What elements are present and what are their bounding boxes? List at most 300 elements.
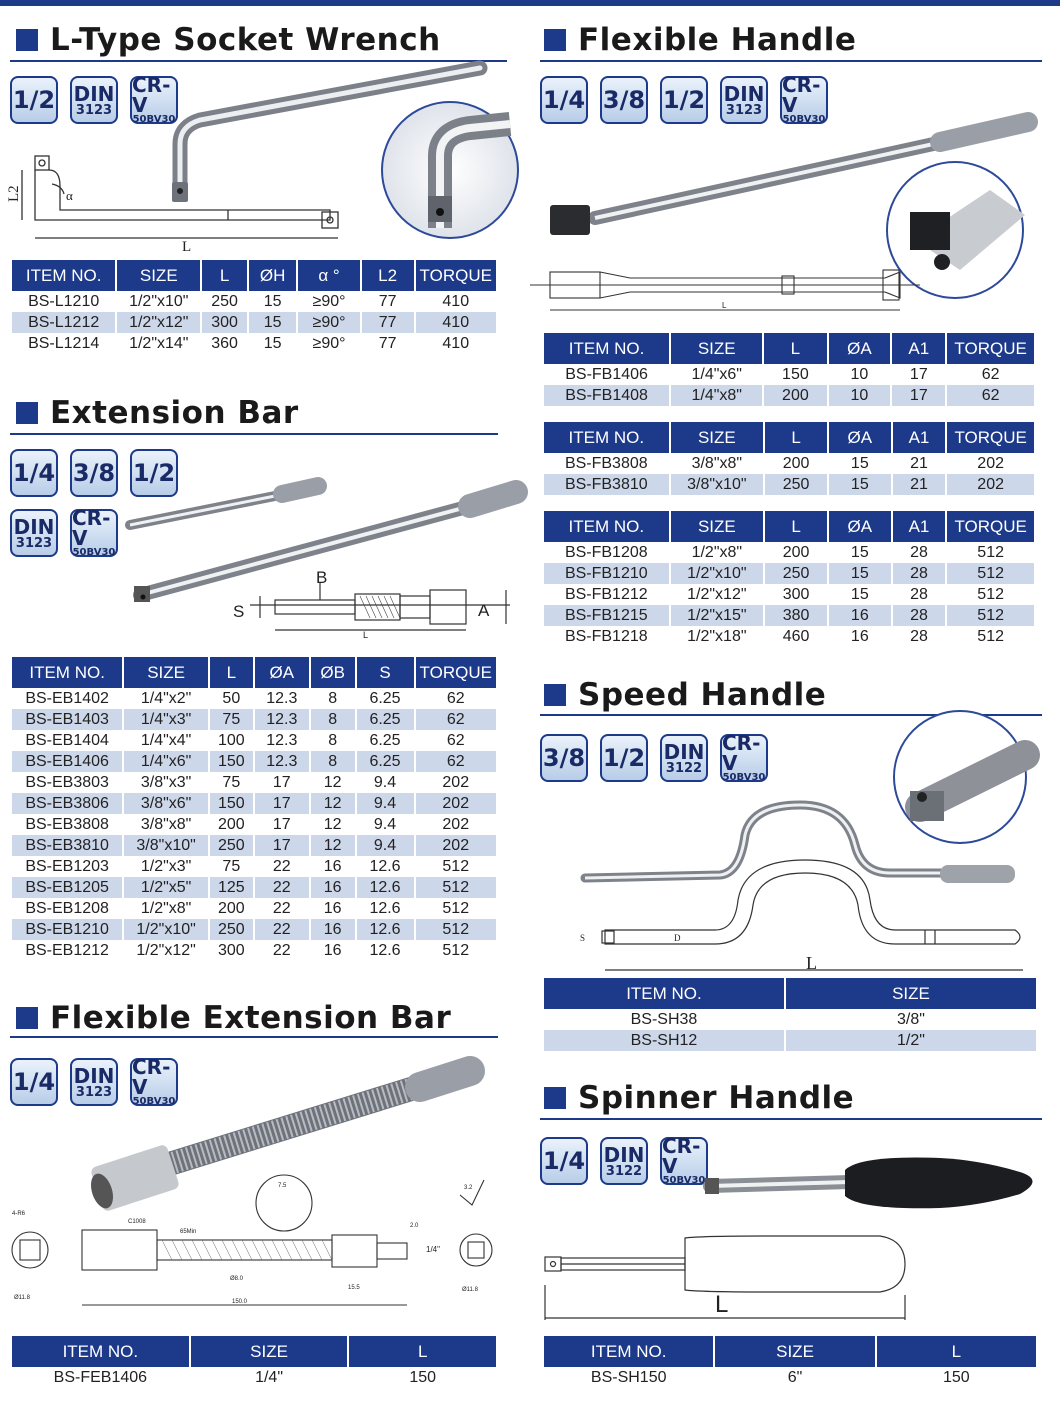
dim-label-l: L bbox=[722, 301, 727, 310]
table-cell: 77 bbox=[361, 312, 415, 333]
din-badge: DIN 3122 bbox=[660, 734, 708, 782]
din-badge: DIN 3123 bbox=[720, 76, 768, 124]
din-badge: DIN 3123 bbox=[10, 509, 58, 557]
table-cell: 200 bbox=[764, 542, 828, 563]
table-cell: BS-SH150 bbox=[544, 1367, 714, 1388]
table-row bbox=[544, 1030, 1036, 1051]
table-cell: 16 bbox=[828, 605, 892, 626]
table-cell: 75 bbox=[209, 772, 254, 793]
table-cell: BS-EB3803 bbox=[12, 772, 123, 793]
table-cell: 3/8"x6" bbox=[123, 793, 209, 814]
table-row bbox=[12, 333, 496, 354]
table-cell: 28 bbox=[892, 626, 947, 647]
table-cell: 17 bbox=[254, 814, 310, 835]
table-cell: 202 bbox=[442, 815, 470, 833]
table-row bbox=[12, 751, 496, 772]
table-cell: 12 bbox=[310, 772, 356, 793]
table-cell: BS-EB3808 bbox=[12, 814, 123, 835]
spec-table-flexible-handle-1-2 bbox=[544, 511, 1034, 647]
table-cell: BS-FEB1406 bbox=[12, 1367, 190, 1388]
flex-dim: Ø11.8 bbox=[14, 1295, 30, 1301]
dim-label-alpha: α bbox=[66, 188, 73, 203]
table-cell: BS-FB3810 bbox=[544, 474, 670, 495]
column-header: SIZE bbox=[116, 260, 201, 291]
column-header: L bbox=[763, 333, 827, 364]
column-header: S bbox=[356, 657, 415, 688]
table-cell: 512 bbox=[946, 605, 1034, 626]
table-row bbox=[12, 793, 496, 814]
table-cell: 1/4"x6" bbox=[670, 364, 763, 385]
table-row bbox=[12, 291, 496, 312]
table-cell: BS-EB1203 bbox=[12, 856, 123, 877]
column-header: ITEM NO. bbox=[544, 978, 785, 1009]
table-cell: 15 bbox=[828, 584, 892, 605]
table-cell: 300 bbox=[209, 940, 254, 961]
table-cell: 17 bbox=[254, 835, 310, 856]
table-row bbox=[12, 1367, 496, 1388]
size-badge: 3/8 bbox=[600, 76, 648, 124]
table-cell: 17 bbox=[891, 385, 946, 406]
column-header: SIZE bbox=[670, 422, 764, 453]
table-row bbox=[544, 584, 1034, 605]
table-cell: BS-EB1212 bbox=[12, 940, 123, 961]
table-cell: 22 bbox=[254, 919, 310, 940]
flex-dim: 150.0 bbox=[232, 1299, 248, 1305]
column-header: SIZE bbox=[670, 511, 764, 542]
table-cell: BS-FB3808 bbox=[544, 453, 670, 474]
table-cell: 12.3 bbox=[254, 709, 310, 730]
table-cell: 1/4"x4" bbox=[123, 730, 209, 751]
table-cell: 77 bbox=[361, 291, 415, 312]
table-cell: 62 bbox=[446, 689, 465, 707]
crv-badge: CR-V 50BV30 bbox=[720, 734, 768, 782]
section-rule bbox=[540, 1118, 1042, 1120]
table-cell: BS-FB1406 bbox=[544, 364, 670, 385]
size-badge: 1/4 bbox=[540, 1137, 588, 1185]
flex-dim: 2.0 bbox=[410, 1223, 419, 1229]
dim-label-b: B bbox=[316, 568, 328, 587]
table-cell: BS-SH12 bbox=[544, 1030, 785, 1051]
title-marker bbox=[16, 402, 38, 424]
flex-dim: 7.5 bbox=[278, 1183, 287, 1189]
size-badge: 1/2 bbox=[660, 76, 708, 124]
table-cell: 15 bbox=[828, 453, 892, 474]
section-title-l-type: L-Type Socket Wrench bbox=[16, 22, 441, 58]
flex-dim: Ø8.0 bbox=[230, 1276, 244, 1282]
table-row bbox=[12, 919, 496, 940]
table-cell: 1/2"x14" bbox=[116, 333, 201, 354]
column-header: α ° bbox=[297, 260, 360, 291]
table-cell: 512 bbox=[977, 543, 1004, 561]
table-cell: 3/8"x8" bbox=[670, 453, 764, 474]
column-header: ITEM NO. bbox=[12, 260, 116, 291]
table-cell: ≥90° bbox=[297, 333, 360, 354]
table-cell: BS-EB1404 bbox=[12, 730, 123, 751]
section-title-flexible-handle: Flexible Handle bbox=[544, 22, 856, 58]
table-cell: 17 bbox=[254, 772, 310, 793]
section-title-extension-bar: Extension Bar bbox=[16, 395, 299, 431]
table-cell: 150 bbox=[409, 1368, 437, 1386]
table-cell: 410 bbox=[442, 292, 470, 310]
column-header: L bbox=[209, 657, 254, 688]
column-header: ØH bbox=[248, 260, 297, 291]
table-row bbox=[12, 877, 496, 898]
dim-label-l: L bbox=[182, 239, 192, 255]
dim-label-l: L bbox=[806, 953, 817, 973]
column-header: TORQUE bbox=[415, 260, 496, 291]
l-wrench-illustration bbox=[0, 60, 530, 260]
din-badge: DIN 3123 bbox=[70, 76, 118, 124]
table-cell: 12 bbox=[310, 814, 356, 835]
table-cell: 62 bbox=[415, 751, 496, 772]
flex-dim: Ø11.8 bbox=[462, 1287, 478, 1293]
column-header: SIZE bbox=[670, 333, 763, 364]
column-header: L bbox=[764, 511, 828, 542]
table-cell: 250 bbox=[764, 474, 828, 495]
flex-dim: 15.5 bbox=[348, 1285, 360, 1291]
table-header-row bbox=[544, 978, 1036, 1009]
size-badge: 1/2 bbox=[10, 76, 58, 124]
table-cell: BS-SH38 bbox=[544, 1009, 785, 1030]
table-cell: 15 bbox=[248, 333, 297, 354]
table-cell: 16 bbox=[310, 898, 356, 919]
table-cell: 1/2"x12" bbox=[670, 584, 764, 605]
table-cell: 6.25 bbox=[356, 688, 415, 709]
table-cell: 250 bbox=[209, 919, 254, 940]
table-cell: 16 bbox=[310, 919, 356, 940]
table-cell: BS-FB1215 bbox=[544, 605, 670, 626]
table-cell: 1/4"x3" bbox=[123, 709, 209, 730]
table-cell: 3/8"x10" bbox=[123, 835, 209, 856]
table-cell: BS-EB1210 bbox=[12, 919, 123, 940]
section-title-spinner-handle: Spinner Handle bbox=[544, 1080, 854, 1116]
table-row bbox=[12, 709, 496, 730]
table-cell: 17 bbox=[891, 364, 946, 385]
table-cell: 15 bbox=[248, 291, 297, 312]
size-badge: 1/2 bbox=[130, 449, 178, 497]
table-cell: 410 bbox=[442, 334, 470, 352]
table-cell: 62 bbox=[946, 385, 1034, 406]
spec-table-extension-bar bbox=[12, 657, 496, 961]
table-cell: 12.6 bbox=[356, 919, 415, 940]
table-cell: 12 bbox=[310, 835, 356, 856]
dim-label-a: A bbox=[478, 601, 490, 620]
table-cell: 1/2"x8" bbox=[670, 542, 764, 563]
dim-label-l2: L2 bbox=[6, 185, 22, 202]
table-cell: 1/2"x15" bbox=[670, 605, 764, 626]
table-row bbox=[544, 1009, 1036, 1030]
column-header: TORQUE bbox=[415, 657, 496, 688]
table-cell: BS-EB1208 bbox=[12, 898, 123, 919]
table-cell: 1/2"x3" bbox=[123, 856, 209, 877]
table-row bbox=[12, 730, 496, 751]
table-cell: 512 bbox=[415, 919, 496, 940]
dim-label-s: S bbox=[580, 933, 586, 943]
flex-dim: 1/4" bbox=[426, 1245, 440, 1254]
table-header-row bbox=[544, 333, 1034, 364]
column-header: ITEM NO. bbox=[544, 511, 670, 542]
table-cell: 150 bbox=[763, 364, 827, 385]
table-cell: 22 bbox=[254, 898, 310, 919]
flexible-extension-illustration bbox=[0, 1055, 530, 1335]
table-cell: BS-EB1402 bbox=[12, 688, 123, 709]
column-header: ØB bbox=[310, 657, 356, 688]
table-cell: 8 bbox=[310, 709, 356, 730]
table-cell: 9.4 bbox=[356, 814, 415, 835]
crv-badge: CR-V 50BV30 bbox=[70, 509, 118, 557]
table-cell: 1/2"x10" bbox=[116, 291, 201, 312]
table-cell: 512 bbox=[442, 857, 470, 875]
table-row bbox=[12, 835, 496, 856]
flex-dim: 3.2 bbox=[464, 1185, 473, 1191]
table-header-row bbox=[544, 511, 1034, 542]
title-marker bbox=[544, 684, 566, 706]
table-cell: 202 bbox=[442, 773, 470, 791]
extension-bar-illustration bbox=[0, 470, 530, 650]
table-cell: 75 bbox=[209, 856, 254, 877]
column-header: L bbox=[348, 1336, 496, 1367]
table-cell: 1/2"x5" bbox=[123, 877, 209, 898]
size-badge: 1/4 bbox=[10, 1058, 58, 1106]
table-row bbox=[12, 898, 496, 919]
table-row bbox=[544, 605, 1034, 626]
table-cell: 50 bbox=[209, 688, 254, 709]
table-cell: 1/2"x8" bbox=[123, 898, 209, 919]
table-cell: 512 bbox=[977, 585, 1004, 603]
table-cell: 6" bbox=[714, 1367, 875, 1388]
table-cell: ≥90° bbox=[297, 312, 360, 333]
table-cell: 1/2"x10" bbox=[670, 563, 764, 584]
table-cell: 12.3 bbox=[254, 751, 310, 772]
column-header: ITEM NO. bbox=[544, 333, 670, 364]
table-cell: 62 bbox=[415, 709, 496, 730]
table-cell: 1/4"x6" bbox=[123, 751, 209, 772]
table-cell: BS-FB1208 bbox=[544, 542, 670, 563]
table-cell: BS-L1212 bbox=[12, 312, 116, 333]
table-row bbox=[544, 563, 1034, 584]
table-cell: 9.4 bbox=[356, 793, 415, 814]
table-cell: 250 bbox=[764, 563, 828, 584]
table-cell: 3/8"x3" bbox=[123, 772, 209, 793]
column-header: L bbox=[201, 260, 248, 291]
table-cell: 150 bbox=[942, 1368, 970, 1386]
spec-table-flexible-handle-1-4 bbox=[544, 333, 1034, 406]
table-header-row bbox=[12, 260, 496, 291]
title-marker bbox=[16, 1007, 38, 1029]
section-title-speed-handle: Speed Handle bbox=[544, 677, 826, 713]
column-header: A1 bbox=[892, 422, 947, 453]
table-cell: 512 bbox=[946, 563, 1034, 584]
dim-label-s: S bbox=[233, 602, 245, 621]
column-header: ØA bbox=[828, 333, 892, 364]
section-title-flexible-extension-bar: Flexible Extension Bar bbox=[16, 1000, 451, 1036]
speed-handle-illustration bbox=[540, 715, 1060, 980]
table-cell: 62 bbox=[981, 365, 1000, 383]
title-marker bbox=[16, 29, 38, 51]
dim-label-l: L bbox=[715, 1291, 729, 1318]
flexible-handle-illustration bbox=[520, 100, 1060, 330]
table-header-row bbox=[544, 1336, 1036, 1367]
title-marker bbox=[544, 1087, 566, 1109]
column-header: L bbox=[764, 422, 828, 453]
table-cell: 250 bbox=[201, 291, 248, 312]
table-cell: BS-EB3810 bbox=[12, 835, 123, 856]
table-cell: 3/8"x10" bbox=[670, 474, 764, 495]
table-cell: 200 bbox=[209, 898, 254, 919]
table-cell: 3/8"x8" bbox=[123, 814, 209, 835]
table-cell: 28 bbox=[892, 542, 947, 563]
table-cell: 21 bbox=[892, 453, 947, 474]
table-cell: 6.25 bbox=[356, 751, 415, 772]
table-cell: 202 bbox=[415, 835, 496, 856]
table-cell: 15 bbox=[828, 474, 892, 495]
table-cell: 380 bbox=[764, 605, 828, 626]
spec-table-spinner-handle bbox=[544, 1336, 1036, 1388]
table-cell: 512 bbox=[442, 941, 470, 959]
table-row bbox=[544, 542, 1034, 563]
table-row bbox=[544, 364, 1034, 385]
table-cell: 360 bbox=[201, 333, 248, 354]
dim-label-d: D bbox=[674, 933, 681, 943]
table-cell: 12.3 bbox=[254, 730, 310, 751]
column-header: SIZE bbox=[123, 657, 209, 688]
table-cell: 6.25 bbox=[356, 709, 415, 730]
dim-label-l: L bbox=[363, 630, 369, 640]
table-cell: 1/2"x12" bbox=[116, 312, 201, 333]
table-cell: 1/2"x18" bbox=[670, 626, 764, 647]
top-accent-bar bbox=[0, 0, 1060, 6]
table-cell: 16 bbox=[828, 626, 892, 647]
table-cell: 77 bbox=[361, 333, 415, 354]
table-cell: 15 bbox=[248, 312, 297, 333]
column-header: TORQUE bbox=[946, 511, 1034, 542]
table-cell: 8 bbox=[310, 688, 356, 709]
spec-table-speed-handle bbox=[544, 978, 1036, 1051]
table-cell: 16 bbox=[310, 877, 356, 898]
table-cell: 22 bbox=[254, 856, 310, 877]
column-header: ITEM NO. bbox=[544, 422, 670, 453]
size-badge: 3/8 bbox=[70, 449, 118, 497]
table-cell: 12.6 bbox=[356, 940, 415, 961]
column-header: L bbox=[876, 1336, 1036, 1367]
spec-table-l-type bbox=[12, 260, 496, 354]
table-cell: 410 bbox=[415, 312, 496, 333]
table-cell: 22 bbox=[254, 877, 310, 898]
column-header: SIZE bbox=[785, 978, 1036, 1009]
table-cell: 1/4"x8" bbox=[670, 385, 763, 406]
table-cell: 8 bbox=[310, 730, 356, 751]
flex-dim: 65Min bbox=[180, 1229, 197, 1235]
table-cell: 150 bbox=[209, 751, 254, 772]
table-cell: 200 bbox=[764, 453, 828, 474]
table-row bbox=[12, 856, 496, 877]
table-cell: BS-L1214 bbox=[12, 333, 116, 354]
spec-table-flexible-handle-3-8 bbox=[544, 422, 1034, 495]
table-cell: 12.6 bbox=[356, 856, 415, 877]
column-header: ITEM NO. bbox=[544, 1336, 714, 1367]
table-cell: 512 bbox=[977, 627, 1004, 645]
table-cell: 8 bbox=[310, 751, 356, 772]
column-header: SIZE bbox=[190, 1336, 349, 1367]
table-cell: 202 bbox=[977, 454, 1004, 472]
table-cell: 15 bbox=[828, 563, 892, 584]
table-cell: 16 bbox=[310, 856, 356, 877]
column-header: TORQUE bbox=[946, 333, 1034, 364]
table-cell: 28 bbox=[892, 584, 947, 605]
table-cell: 12 bbox=[310, 793, 356, 814]
crv-badge: CR-V 50BV30 bbox=[780, 76, 828, 124]
size-badge: 1/4 bbox=[10, 449, 58, 497]
table-cell: 512 bbox=[415, 877, 496, 898]
table-cell: 1/2"x12" bbox=[123, 940, 209, 961]
din-badge: DIN 3122 bbox=[600, 1137, 648, 1185]
table-cell: 250 bbox=[209, 835, 254, 856]
table-row bbox=[12, 940, 496, 961]
table-row bbox=[544, 474, 1034, 495]
table-cell: 62 bbox=[446, 731, 465, 749]
table-row bbox=[544, 385, 1034, 406]
title-marker bbox=[544, 29, 566, 51]
table-cell: 460 bbox=[764, 626, 828, 647]
column-header: ØA bbox=[254, 657, 310, 688]
column-header: A1 bbox=[892, 511, 947, 542]
table-row bbox=[12, 772, 496, 793]
table-cell: 22 bbox=[254, 940, 310, 961]
table-cell: BS-EB1403 bbox=[12, 709, 123, 730]
crv-badge: CR-V 50BV30 bbox=[130, 76, 178, 124]
table-cell: BS-EB1205 bbox=[12, 877, 123, 898]
table-cell: BS-EB3806 bbox=[12, 793, 123, 814]
table-cell: 512 bbox=[442, 899, 470, 917]
table-cell: ≥90° bbox=[297, 291, 360, 312]
din-badge: DIN 3123 bbox=[70, 1058, 118, 1106]
table-row bbox=[544, 1367, 1036, 1388]
table-cell: 202 bbox=[946, 474, 1034, 495]
table-cell: 9.4 bbox=[356, 772, 415, 793]
table-cell: 12.6 bbox=[356, 898, 415, 919]
column-header: TORQUE bbox=[946, 422, 1034, 453]
column-header: A1 bbox=[891, 333, 946, 364]
table-row bbox=[12, 814, 496, 835]
table-cell: 300 bbox=[764, 584, 828, 605]
section-rule bbox=[10, 1036, 498, 1038]
table-cell: 100 bbox=[209, 730, 254, 751]
column-header: ØA bbox=[828, 422, 892, 453]
table-cell: 6.25 bbox=[356, 730, 415, 751]
table-cell: 1/2" bbox=[785, 1030, 1036, 1051]
column-header: L2 bbox=[361, 260, 415, 291]
column-header: ØA bbox=[828, 511, 892, 542]
table-row bbox=[12, 312, 496, 333]
table-cell: 202 bbox=[415, 793, 496, 814]
size-badge: 1/2 bbox=[600, 734, 648, 782]
column-header: SIZE bbox=[714, 1336, 875, 1367]
column-header: ITEM NO. bbox=[12, 657, 123, 688]
table-row bbox=[544, 626, 1034, 647]
table-cell: BS-EB1406 bbox=[12, 751, 123, 772]
table-cell: BS-FB1212 bbox=[544, 584, 670, 605]
table-cell: 28 bbox=[892, 563, 947, 584]
table-cell: 200 bbox=[763, 385, 827, 406]
crv-badge: CR-V 50BV30 bbox=[130, 1058, 178, 1106]
table-cell: BS-FB1408 bbox=[544, 385, 670, 406]
section-rule bbox=[540, 60, 1042, 62]
table-cell: 12.3 bbox=[254, 688, 310, 709]
spec-table-flexible-extension-bar bbox=[12, 1336, 496, 1388]
spinner-handle-illustration bbox=[540, 1150, 1060, 1340]
table-cell: 1/4" bbox=[190, 1367, 349, 1388]
table-cell: 200 bbox=[209, 814, 254, 835]
